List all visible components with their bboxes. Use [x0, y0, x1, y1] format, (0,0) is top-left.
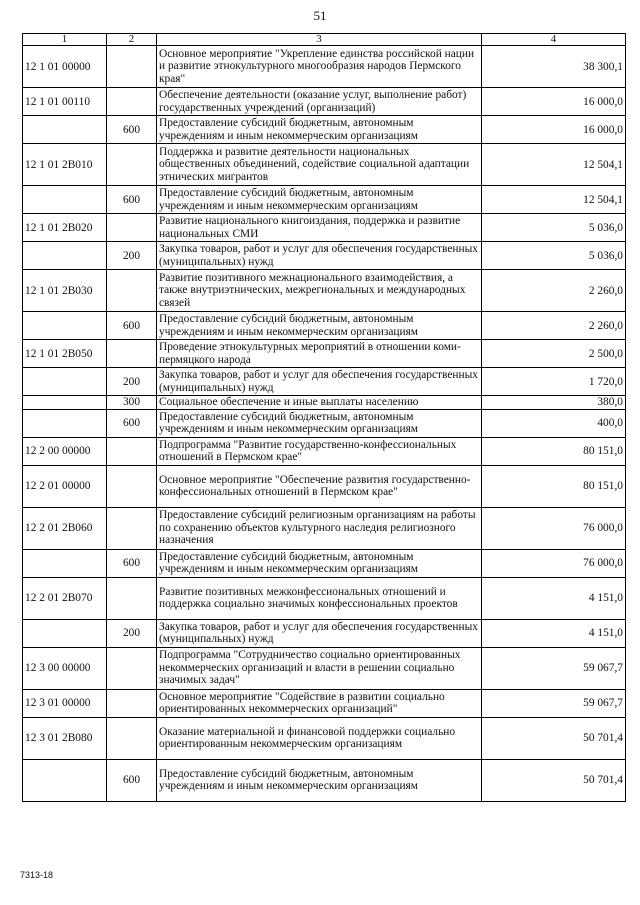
document-code: 7313-18: [20, 870, 54, 880]
row-code: 12 3 00 00000: [23, 647, 107, 689]
row-expense-type: 600: [107, 312, 157, 340]
row-amount: 2 260,0: [482, 312, 626, 340]
row-code: 12 3 01 2В080: [23, 717, 107, 759]
row-expense-type: [107, 437, 157, 465]
table-row: [23, 619, 626, 647]
row-name: Предоставление субсидий бюджетным, автономным учреждениям и иным некоммерческим организациям: [157, 312, 482, 340]
row-expense-type: [107, 717, 157, 759]
column-header-1: 1: [23, 34, 107, 46]
row-amount: 80 151,0: [482, 437, 626, 465]
row-name: Развитие национального книгоиздания, поддержка и развитие национальных СМИ: [157, 214, 482, 242]
row-name: Оказание материальной и финансовой поддержки социально ориентированным некоммерческим организациям: [157, 717, 482, 759]
row-expense-type: [107, 214, 157, 242]
table-row: [23, 144, 626, 186]
row-code: 12 2 01 2В060: [23, 507, 107, 549]
row-amount: 76 000,0: [482, 549, 626, 577]
row-expense-type: 600: [107, 409, 157, 437]
row-code: 12 1 01 2В030: [23, 270, 107, 312]
row-code: 12 2 01 2В070: [23, 577, 107, 619]
row-amount: 5 036,0: [482, 214, 626, 242]
row-name: Предоставление субсидий бюджетным, автономным учреждениям и иным некоммерческим организациям: [157, 409, 482, 437]
table-row: [23, 312, 626, 340]
row-code: [23, 242, 107, 270]
table-row: [23, 88, 626, 116]
row-name: Закупка товаров, работ и услуг для обеспечения государственных (муниципальных) нужд: [157, 619, 482, 647]
row-amount: 76 000,0: [482, 507, 626, 549]
row-amount: 59 067,7: [482, 647, 626, 689]
row-expense-type: 600: [107, 759, 157, 801]
row-code: [23, 619, 107, 647]
row-code: [23, 549, 107, 577]
row-name: Обеспечение деятельности (оказание услуг, выполнение работ) государственных учреждений (организаций): [157, 88, 482, 116]
row-name: Подпрограмма "Сотрудничество социально ориентированных некоммерческих организаций и власти в решении социально значимых задач": [157, 647, 482, 689]
column-header-4: 4: [482, 34, 626, 46]
table-row: [23, 549, 626, 577]
header-row: [23, 34, 626, 46]
row-amount: 12 504,1: [482, 186, 626, 214]
row-amount: 59 067,7: [482, 689, 626, 717]
row-expense-type: [107, 647, 157, 689]
table-row: [23, 46, 626, 88]
row-expense-type: 200: [107, 368, 157, 396]
table-row: [23, 242, 626, 270]
table-row: [23, 689, 626, 717]
row-expense-type: 600: [107, 549, 157, 577]
table-row: [23, 717, 626, 759]
column-header-3: 3: [157, 34, 482, 46]
row-name: Поддержка и развитие деятельности национальных общественных объединений, содействие социальной адаптации этнических мигрантов: [157, 144, 482, 186]
row-amount: 4 151,0: [482, 619, 626, 647]
row-name: Закупка товаров, работ и услуг для обеспечения государственных (муниципальных) нужд: [157, 242, 482, 270]
table-row: [23, 186, 626, 214]
table-row: [23, 368, 626, 396]
row-expense-type: [107, 144, 157, 186]
row-name: Предоставление субсидий бюджетным, автономным учреждениям и иным некоммерческим организациям: [157, 549, 482, 577]
row-amount: 1 720,0: [482, 368, 626, 396]
row-code: 12 1 01 00000: [23, 46, 107, 88]
row-amount: 50 701,4: [482, 717, 626, 759]
table-row: [23, 116, 626, 144]
row-expense-type: [107, 270, 157, 312]
column-header-2: 2: [107, 34, 157, 46]
table-row: [23, 759, 626, 801]
row-name: Развитие позитивных межконфессиональных отношений и поддержка социально значимых конфессиональных проектов: [157, 577, 482, 619]
row-name: Проведение этнокультурных мероприятий в отношении коми-пермяцкого народа: [157, 340, 482, 368]
row-code: 12 2 01 00000: [23, 465, 107, 507]
table-row: [23, 409, 626, 437]
row-name: Предоставление субсидий бюджетным, автономным учреждениям и иным некоммерческим организациям: [157, 759, 482, 801]
table-row: [23, 647, 626, 689]
row-amount: 80 151,0: [482, 465, 626, 507]
row-name: Предоставление субсидий бюджетным, автономным учреждениям и иным некоммерческим организациям: [157, 116, 482, 144]
table-row: [23, 214, 626, 242]
row-amount: 400,0: [482, 409, 626, 437]
table-body: [23, 46, 626, 802]
row-amount: 2 260,0: [482, 270, 626, 312]
row-code: 12 1 01 2В020: [23, 214, 107, 242]
row-amount: 2 500,0: [482, 340, 626, 368]
row-code: 12 1 01 2В010: [23, 144, 107, 186]
row-amount: 12 504,1: [482, 144, 626, 186]
row-name: Предоставление субсидий религиозным организациям на работы по сохранению объектов культурного наследия религиозного назначения: [157, 507, 482, 549]
row-name: Социальное обеспечение и иные выплаты населению: [157, 396, 482, 410]
row-code: [23, 312, 107, 340]
row-expense-type: [107, 340, 157, 368]
row-code: 12 3 01 00000: [23, 689, 107, 717]
row-expense-type: 600: [107, 116, 157, 144]
row-code: 12 2 00 00000: [23, 437, 107, 465]
row-name: Основное мероприятие "Содействие в развитии социально ориентированных некоммерческих организаций": [157, 689, 482, 717]
table-row: [23, 507, 626, 549]
page-number: 51: [313, 8, 327, 23]
row-amount: 16 000,0: [482, 88, 626, 116]
row-amount: 380,0: [482, 396, 626, 410]
row-amount: 50 701,4: [482, 759, 626, 801]
row-name: Предоставление субсидий бюджетным, автономным учреждениям и иным некоммерческим организациям: [157, 186, 482, 214]
table-row: [23, 437, 626, 465]
row-code: [23, 368, 107, 396]
table-row: [23, 465, 626, 507]
row-name: Основное мероприятие "Обеспечение развития государственно-конфессиональных отношений в Пермском крае": [157, 465, 482, 507]
row-code: [23, 396, 107, 410]
row-code: [23, 409, 107, 437]
row-code: [23, 759, 107, 801]
row-expense-type: [107, 465, 157, 507]
budget-table: [22, 33, 626, 802]
row-expense-type: [107, 46, 157, 88]
row-name: Подпрограмма "Развитие государственно-конфессиональных отношений в Пермском крае": [157, 437, 482, 465]
row-amount: 38 300,1: [482, 46, 626, 88]
row-name: Основное мероприятие "Укрепление единства российской нации и развитие этнокультурного многообразия народов Пермского края": [157, 46, 482, 88]
row-code: 12 1 01 00110: [23, 88, 107, 116]
row-amount: 5 036,0: [482, 242, 626, 270]
row-expense-type: 200: [107, 619, 157, 647]
row-expense-type: [107, 507, 157, 549]
row-expense-type: 600: [107, 186, 157, 214]
row-expense-type: [107, 689, 157, 717]
row-expense-type: 300: [107, 396, 157, 410]
table-row: [23, 340, 626, 368]
row-code: 12 1 01 2В050: [23, 340, 107, 368]
row-expense-type: 200: [107, 242, 157, 270]
table-row: [23, 577, 626, 619]
row-expense-type: [107, 88, 157, 116]
row-name: Развитие позитивного межнационального взаимодействия, а также внутриэтнических, межрегиональных и международных связей: [157, 270, 482, 312]
row-name: Закупка товаров, работ и услуг для обеспечения государственных (муниципальных) нужд: [157, 368, 482, 396]
row-code: [23, 116, 107, 144]
row-code: [23, 186, 107, 214]
table-row: [23, 396, 626, 410]
row-amount: 16 000,0: [482, 116, 626, 144]
row-expense-type: [107, 577, 157, 619]
table-row: [23, 270, 626, 312]
row-amount: 4 151,0: [482, 577, 626, 619]
